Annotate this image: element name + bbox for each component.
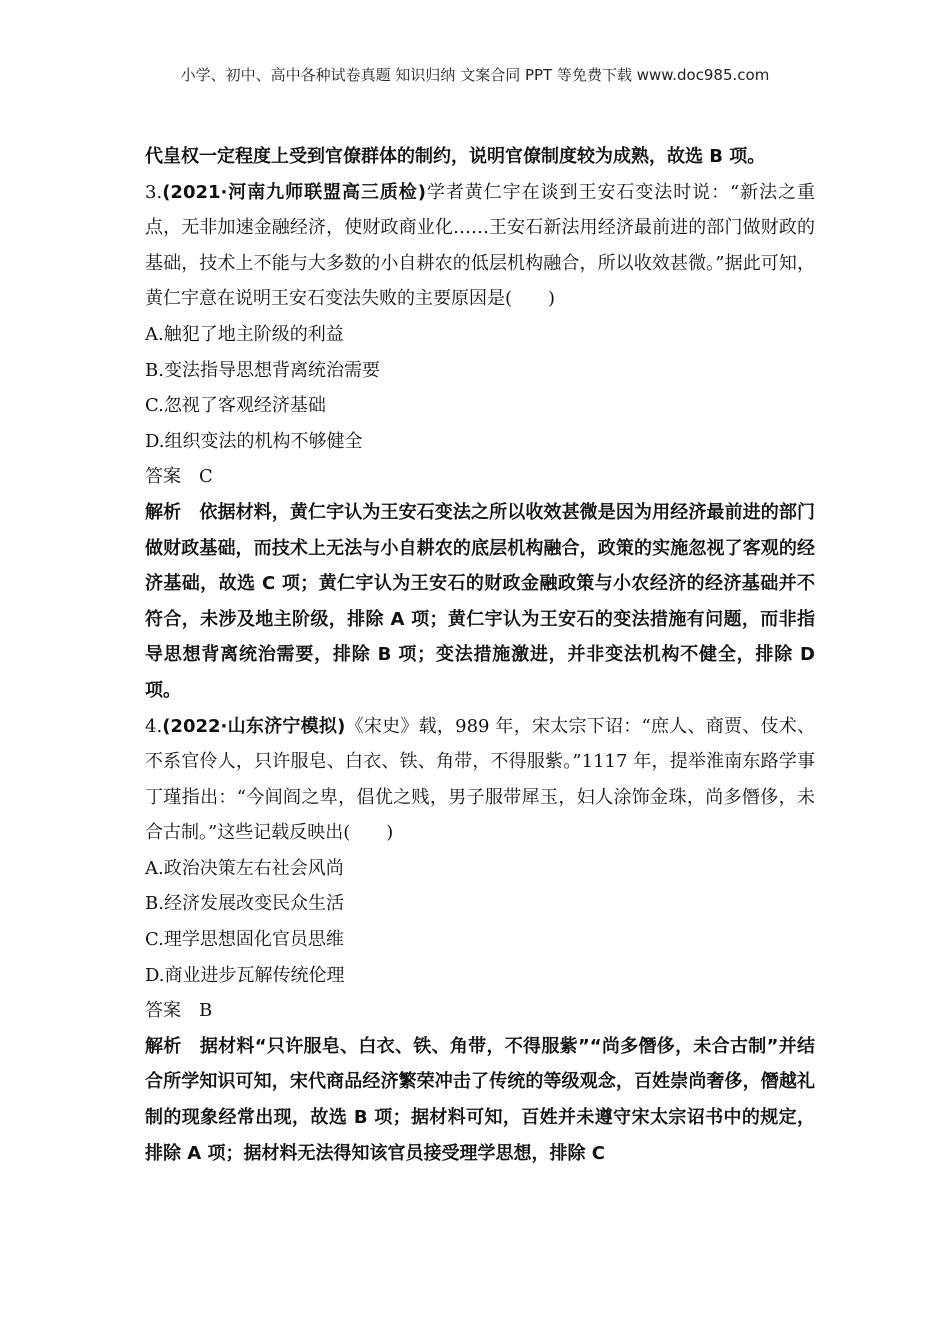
previous-analysis-tail: 代皇权一定程度上受到官僚群体的制约，说明官僚制度较为成熟，故选 B 项。 <box>145 146 766 167</box>
question-text: 学者黄仁宇在谈到王安石变法时说：“新法之重点，无非加速金融经济，使财政商业化……王安石新法用经济最前进的部门做财政的基础，技术上不能与大多数的小自耕农的低层机构融合，所以收效甚微。”据此可知，黄仁宇意在说明王安石变法失败的主要原因是( ) <box>145 181 815 310</box>
answer-line <box>145 459 815 495</box>
analysis-label: 解析 <box>145 1035 182 1057</box>
page-header: 小学、初中、高中各种试卷真题 知识归纳 文案合同 PPT 等免费下载 www.doc985.com <box>180 66 770 84</box>
analysis-text: 据材料“只许服皂、白衣、铁、角带，不得服紫”“尚多僭侈，未合古制”并结合所学知识可知，宋代商品经济繁荣冲击了传统的等级观念，百姓崇尚奢侈，僭越礼制的现象经常出现，故选 B 项；据材料可知，百姓并未遵守宋太宗诏书中的规定，排除 A 项；据材料无法得知该官员接受理学思想，排除 C <box>145 1035 815 1164</box>
analysis-label: 解析 <box>145 501 182 523</box>
analysis-paragraph <box>145 1029 815 1171</box>
analysis-paragraph <box>145 495 815 709</box>
option-d: D.组织变法的机构不够健全 <box>145 430 363 452</box>
option-a: A.触犯了地主阶级的利益 <box>145 323 344 345</box>
option-b: B.变法指导思想背离统治需要 <box>145 359 380 381</box>
analysis-text: 依据材料，黄仁宇认为王安石变法之所以收效甚微是因为用经济最前进的部门做财政基础，而技术上无法与小自耕农的底层机构融合，政策的实施忽视了客观的经济基础，故选 C 项；黄仁宇认为王安石的财政金融政策与小农经济的经济基础并不符合，未涉及地主阶级，排除 A 项；黄仁宇认为王安石的变法措施有问题，而非指导思想背离统治需要，排除 B 项；变法措施激进，并非变法机构不健全，排除 D 项。 <box>145 501 816 701</box>
option-b: B.经济发展改变民众生活 <box>145 893 344 915</box>
option-d: D.商业进步瓦解传统伦理 <box>145 964 345 986</box>
answer-label: 答案 <box>145 1000 181 1022</box>
question-number: 3. <box>145 181 163 203</box>
option-a: A.政治决策左右社会风尚 <box>145 857 344 879</box>
question-3-stem <box>145 175 815 317</box>
answer-value: B <box>199 1000 213 1022</box>
question-text: 《宋史》载，989 年，宋太宗下诏：“庶人、商贾、伎术、不系官伶人，只许服皂、白衣、铁、角带，不得服紫。”1117 年，提举淮南东路学事丁瑾指出：“今闾阎之卑，倡优之贱，男子服带犀玉，妇人涂饰金珠，尚多僭侈，未合古制。”这些记载反映出( ) <box>145 715 815 844</box>
question-source: (2021·河南九师联盟高三质检) <box>162 181 426 203</box>
answer-label: 答案 <box>145 466 181 488</box>
option-c: C.理学思想固化官员思维 <box>145 929 344 951</box>
document-body <box>145 139 815 1171</box>
question-number: 4. <box>145 715 163 737</box>
question-4-stem <box>145 709 815 851</box>
question-source: (2022·山东济宁模拟) <box>162 715 346 737</box>
answer-line <box>145 993 815 1029</box>
answer-value: C <box>199 466 213 488</box>
option-c: C.忽视了客观经济基础 <box>145 395 326 417</box>
